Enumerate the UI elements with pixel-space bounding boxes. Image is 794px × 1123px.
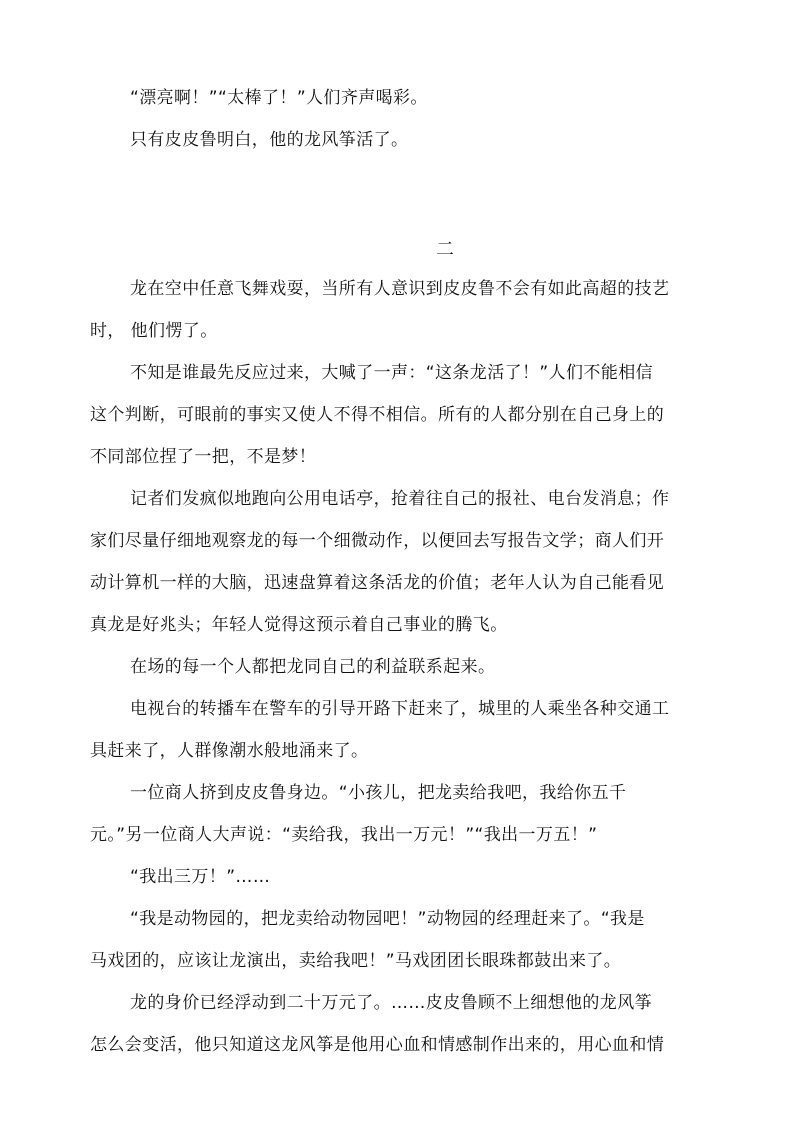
paragraph-line: 龙在空中任意飞舞戏耍，当所有人意识到皮皮鲁不会有如此高超的技艺: [130, 279, 670, 299]
paragraph-line: 元。”另一位商人大声说：“卖给我，我出一万元！”“我出一万五！”: [90, 825, 598, 845]
paragraph-line: 马戏团的，应该让龙演出，卖给我吧！”马戏团团长眼珠都鼓出来了。: [90, 951, 622, 971]
paragraph-line: 怎么会变活，他只知道这龙风筝是他用心血和情感制作出来的，用心血和情: [90, 1035, 665, 1055]
paragraph-line: 真龙是好兆头；年轻人觉得这预示着自己事业的腾飞。: [90, 615, 508, 635]
paragraph-line: 在场的每一个人都把龙同自己的利益联系起来。: [130, 657, 496, 677]
paragraph-line: 动计算机一样的大脑，迅速盘算着这条活龙的价值；老年人认为自己能看见: [90, 573, 665, 593]
paragraph-line: 具赶来了，人群像潮水般地涌来了。: [90, 741, 369, 761]
paragraph-line: 只有皮皮鲁明白，他的龙风筝活了。: [130, 130, 409, 150]
paragraph-line: 记者们发疯似地跑向公用电话亭，抢着往自己的报社、电台发消息；作: [130, 489, 670, 509]
paragraph-line: 家们尽量仔细地观察龙的每一个细微动作，以便回去写报告文学；商人们开: [90, 531, 665, 551]
section-heading: 二: [436, 239, 454, 260]
paragraph-line: 时， 他们愣了。: [90, 321, 218, 341]
paragraph-line: 不知是谁最先反应过来，大喊了一声：“这条龙活了！”人们不能相信: [130, 363, 654, 383]
paragraph-line: “漂亮啊！”“太棒了！”人们齐声喝彩。: [130, 88, 428, 108]
paragraph-line: 龙的身价已经浮动到二十万元了。……皮皮鲁顾不上细想他的龙风筝: [130, 993, 652, 1013]
paragraph-line: “我是动物园的，把龙卖给动物园吧！”动物园的经理赶来了。“我是: [130, 909, 645, 929]
paragraph-line: 一位商人挤到皮皮鲁身边。“小孩儿，把龙卖给我吧，我给你五千: [130, 783, 627, 803]
paragraph-line: 电视台的转播车在警车的引导开路下赶来了，城里的人乘坐各种交通工: [130, 699, 670, 719]
paragraph-line: 不同部位捏了一把，不是梦！: [90, 447, 317, 467]
paragraph-line: “我出三万！”……: [130, 867, 271, 887]
paragraph-line: 这个判断，可眼前的事实又使人不得不相信。所有的人都分别在自己身上的: [90, 405, 665, 425]
